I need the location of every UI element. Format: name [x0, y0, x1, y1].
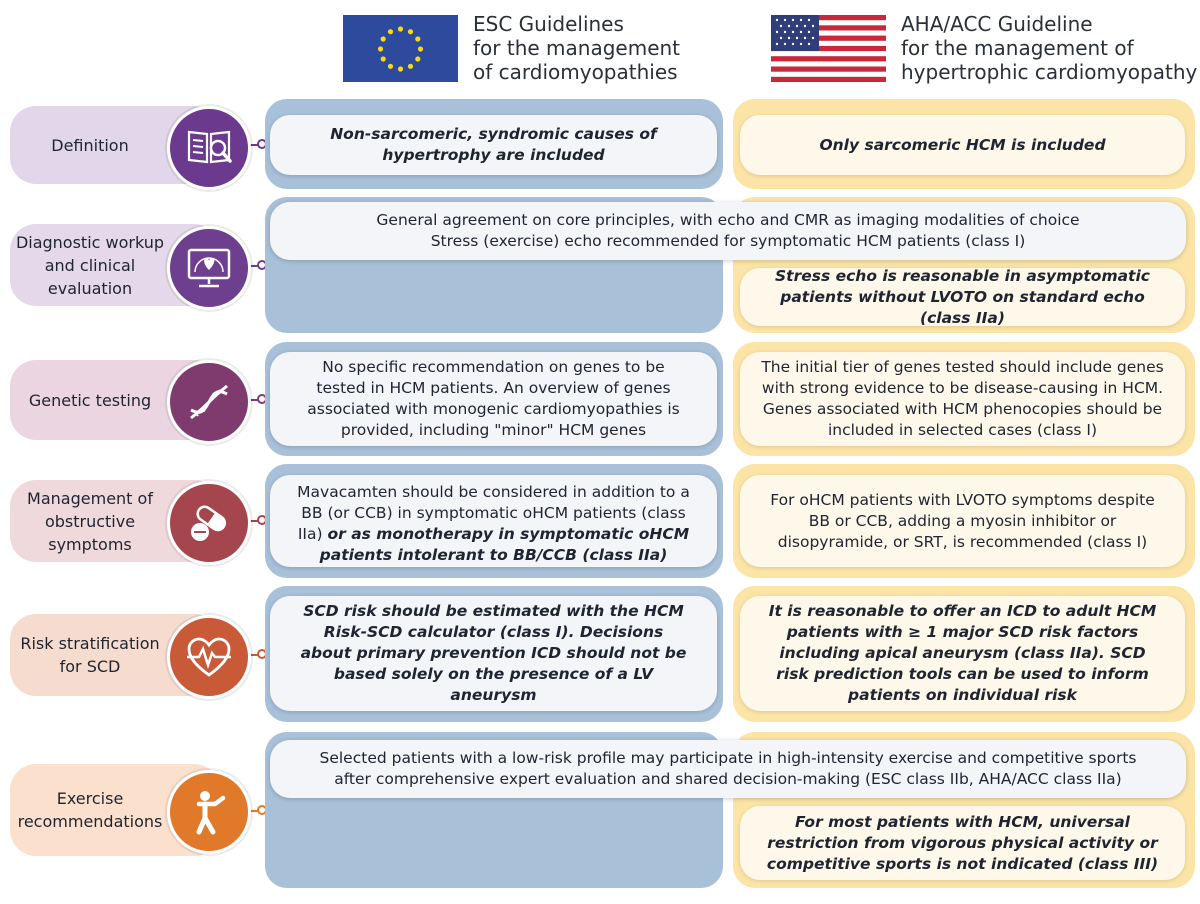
aha-header-line3: hypertrophic cardiomyopathy: [901, 60, 1198, 84]
dna-icon: [185, 380, 233, 424]
row-label-text: Exercise recommendations: [17, 789, 163, 831]
row-label-text: Genetic testing: [28, 390, 152, 410]
row-label-text: Management of obstructive symptoms: [27, 488, 153, 554]
esc-card-definition: Non-sarcomeric, syndromic causes of hypertrophy are included: [270, 115, 717, 175]
row-label-text: Definition: [51, 135, 129, 155]
aha-card-exercise: For most patients with HCM, universal restriction from vigorous physical activity or competitive sports is not indicated (class III): [740, 806, 1185, 880]
circle-genetic: [167, 360, 251, 444]
esc-card-risk: SCD risk should be estimated with the HCM Risk-SCD calculator (class I). Decisions about primary prevention ICD should not be based solely on the presence of a LV aneurysm: [270, 596, 717, 711]
esc-header: [473, 12, 680, 84]
common-line-1: General agreement on core principles, with echo and CMR as imaging modalities of choice: [376, 211, 1080, 229]
book-magnifier-icon: [185, 126, 233, 170]
heart-pulse-icon: [185, 635, 233, 679]
esc-plain-text: Mavacamten should be considered in addition to a BB (or CCB) in symptomatic oHCM patients (class IIa): [297, 483, 690, 543]
common-card-diagnostic: [270, 202, 1186, 260]
aha-card-genetic: The initial tier of genes tested should include genes with strong evidence to be disease-causing in HCM. Genes associated with HCM phenocopies should be included in selected cases (class I): [740, 352, 1185, 446]
common-line-2: after comprehensive expert evaluation and shared decision-making (ESC class IIb, AHA/ACC class IIa): [334, 770, 1122, 788]
aha-card-management: For oHCM patients with LVOTO symptoms despite BB or CCB, adding a myosin inhibitor or disopyramide, or SRT, is recommended (class I): [740, 475, 1185, 567]
aha-card-diagnostic: Stress echo is reasonable in asymptomatic patients without LVOTO on standard echo (class IIa): [740, 268, 1185, 326]
circle-diagnostic: [167, 226, 251, 310]
pills-icon: [185, 501, 233, 545]
common-line-1: Selected patients with a low-risk profile may participate in high-intensity exercise and competitive sports: [319, 749, 1137, 767]
aha-header-line1: AHA/ACC Guideline: [901, 12, 1093, 36]
esc-header-line3: of cardiomyopathies: [473, 60, 678, 84]
esc-header-line2: for the management: [473, 36, 681, 60]
circle-exercise: [167, 770, 251, 854]
circle-management: [167, 481, 251, 565]
echo-monitor-icon: [185, 246, 233, 290]
common-line-2: Stress (exercise) echo recommended for symptomatic HCM patients (class I): [430, 232, 1026, 250]
circle-risk: [167, 615, 251, 699]
esc-header-line1: ESC Guidelines: [473, 12, 624, 36]
common-card-exercise: [270, 740, 1186, 798]
esc-bold-text: or as monotherapy in symptomatic oHCM patients intolerant to BB/CCB (class IIa): [319, 525, 690, 564]
esc-card-genetic: No specific recommendation on genes to be tested in HCM patients. An overview of genes associated with monogenic cardiomyopathies is provided, including "minor" HCM genes: [270, 352, 717, 446]
eu-flag-icon: [343, 15, 458, 82]
esc-card-management: [270, 475, 717, 567]
aha-header-line2: for the management of: [901, 36, 1134, 60]
circle-definition: [167, 106, 251, 190]
aha-card-risk: It is reasonable to offer an ICD to adult HCM patients with ≥ 1 major SCD risk factors including apical aneurysm (class IIa). SCD risk prediction tools can be used to inform patients on individual risk: [740, 596, 1185, 711]
exercising-person-icon: [185, 788, 233, 836]
aha-card-definition: Only sarcomeric HCM is included: [740, 115, 1185, 175]
aha-header: [901, 12, 1197, 84]
row-label-text: Diagnostic workup and clinical evaluation: [15, 232, 165, 298]
us-flag-icon: [771, 15, 886, 82]
row-label-text: Risk stratification for SCD: [20, 634, 160, 676]
